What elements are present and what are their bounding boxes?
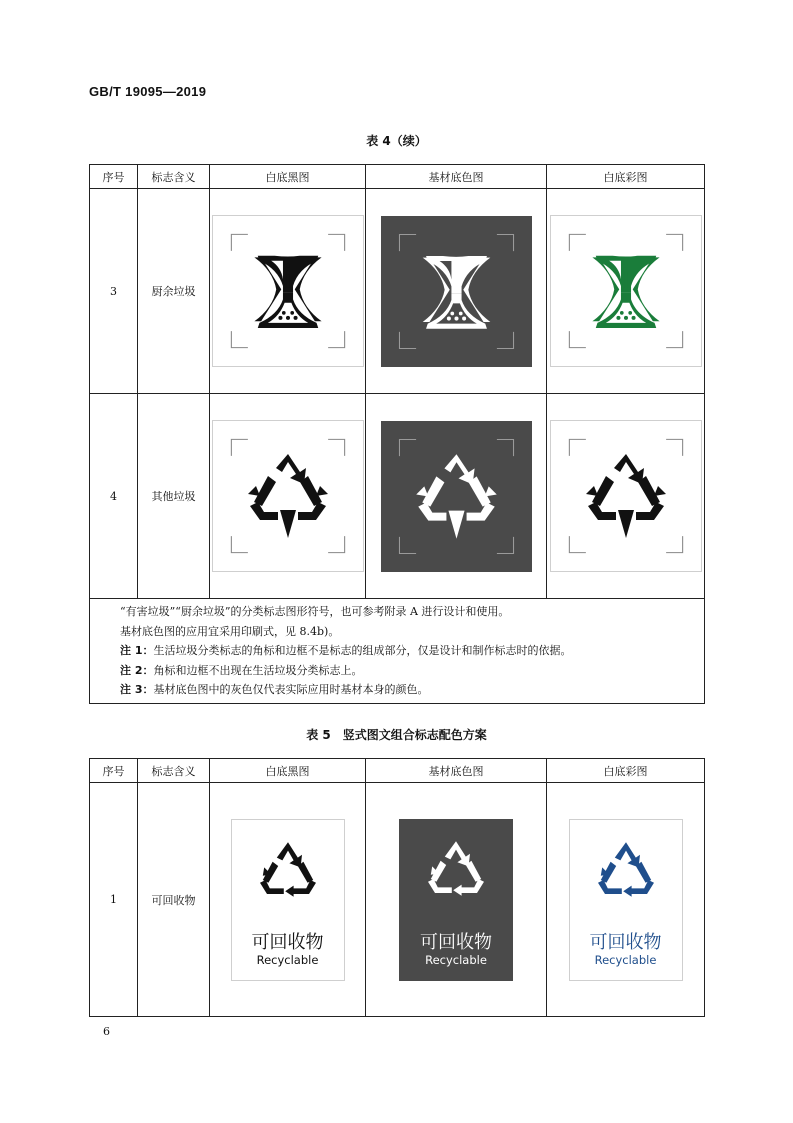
row-meaning: 厨余垃圾	[138, 189, 210, 394]
recyclable-color-tile	[569, 819, 683, 981]
note-1	[120, 641, 704, 661]
col-header-white-black: 白底黑图	[210, 165, 366, 189]
note-label: 注 1：	[120, 644, 154, 658]
table4-notes	[90, 599, 705, 704]
table-row	[90, 783, 705, 1017]
col-header-meaning: 标志含义	[138, 165, 210, 189]
other-waste-triangle-icon	[381, 421, 532, 572]
row-number: 3	[90, 189, 138, 394]
recyclable-arrows-icon	[399, 819, 513, 909]
recyclable-base-tile	[399, 819, 513, 981]
label-english: Recyclable	[425, 952, 487, 967]
food-waste-hourglass-icon	[551, 216, 701, 366]
col-header-white-color: 白底彩图	[547, 759, 705, 783]
row-number: 1	[90, 783, 138, 1017]
note-2	[120, 661, 704, 681]
standard-number: GB/T 19095—2019	[89, 84, 207, 99]
table-row	[90, 189, 705, 394]
col-header-no: 序号	[90, 759, 138, 783]
other-waste-triangle-icon	[213, 421, 363, 571]
note-text: 基材底色图中的灰色仅代表实际应用时基材本身的颜色。	[153, 683, 429, 697]
recyclable-black-tile	[231, 819, 345, 981]
label-chinese: 可回收物	[589, 931, 662, 953]
table4-caption: 表 4（续）	[366, 134, 427, 148]
food-waste-hourglass-icon	[213, 216, 363, 366]
note-3	[120, 680, 704, 700]
label-english: Recyclable	[594, 952, 657, 967]
recyclable-arrows-icon	[570, 820, 682, 910]
row-number: 4	[90, 394, 138, 599]
food-waste-black-tile	[212, 215, 364, 367]
note-label: 注 3：	[120, 683, 154, 697]
col-header-no: 序号	[90, 165, 138, 189]
recyclable-arrows-icon	[232, 820, 344, 910]
col-header-meaning: 标志含义	[138, 759, 210, 783]
label-chinese: 可回收物	[420, 931, 492, 953]
label-chinese: 可回收物	[251, 931, 324, 953]
note-line: 基材底色图的应用宜采用印刷式，见 8.4b)。	[120, 624, 340, 638]
other-waste-black-tile	[212, 420, 364, 572]
food-waste-hourglass-icon	[381, 216, 532, 367]
table5	[89, 758, 705, 1017]
col-header-white-black: 白底黑图	[210, 759, 366, 783]
other-waste-base-tile	[381, 421, 532, 572]
note-text: 角标和边框不出现在生活垃圾分类标志上。	[153, 663, 363, 677]
table4	[89, 164, 705, 704]
other-waste-color-tile	[550, 420, 702, 572]
row-meaning: 可回收物	[138, 783, 210, 1017]
other-waste-triangle-icon	[551, 421, 701, 571]
note-text: 生活垃圾分类标志的角标和边框不是标志的组成部分，仅是设计和制作标志时的依据。	[153, 644, 572, 658]
food-waste-color-tile	[550, 215, 702, 367]
col-header-white-color: 白底彩图	[547, 165, 705, 189]
food-waste-base-tile	[381, 216, 532, 367]
page-number: 6	[103, 1025, 110, 1038]
note-label: 注 2：	[120, 663, 154, 677]
table-row	[90, 394, 705, 599]
table4-header-row	[90, 165, 705, 189]
table5-caption: 表 5 竖式图文组合标志配色方案	[306, 728, 487, 742]
row-meaning: 其他垃圾	[138, 394, 210, 599]
label-english: Recyclable	[256, 952, 319, 967]
note-line: “有害垃圾”“厨余垃圾”的分类标志图形符号，也可参考附录 A 进行设计和使用。	[120, 605, 510, 618]
col-header-base-color: 基材底色图	[366, 165, 547, 189]
col-header-base-color: 基材底色图	[366, 759, 547, 783]
table5-header-row	[90, 759, 705, 783]
table4-notes-row	[90, 599, 705, 704]
